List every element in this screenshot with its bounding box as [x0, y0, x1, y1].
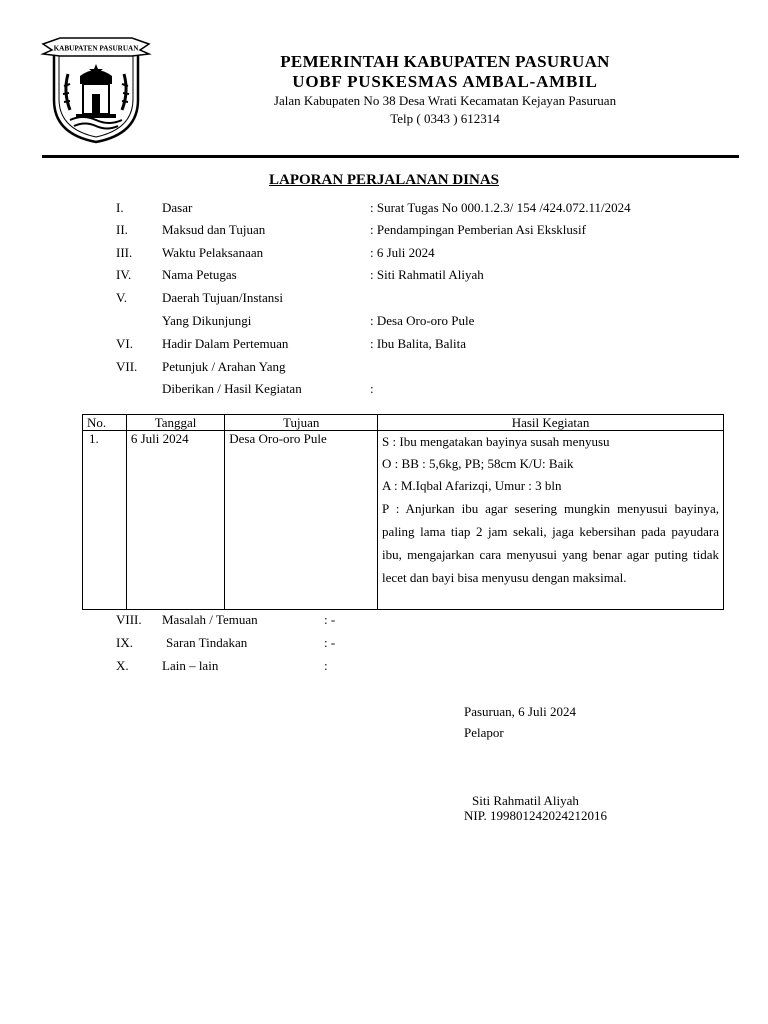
signature-name: Siti Rahmatil Aliyah — [472, 793, 579, 808]
field-label: Lain – lain — [162, 658, 219, 673]
field-value: : Desa Oro-oro Pule — [370, 313, 475, 328]
cell-tujuan: Desa Oro-oro Pule — [225, 431, 378, 610]
field-row-petunjuk — [0, 357, 768, 377]
logo-text: KABUPATEN PASURUAN — [53, 44, 139, 53]
soap-plan: P : Anjurkan ibu agar sesering mungkin menyusui bayinya, paling lama tiap 2 jam sekali, jaga kebersihan pada payudara ibu, mengajarkan cara menyusui yang benar agar puting tidak lecet dan bayi bisa menyusu dengan maksimal. — [382, 501, 719, 585]
field-value: : - — [324, 612, 336, 627]
address-line: Jalan Kabupaten No 38 Desa Wrati Kecamatan Kejayan Pasuruan — [273, 93, 617, 108]
field-row-petugas — [0, 265, 768, 285]
field-row-maksud — [0, 220, 768, 240]
field-row-daerah — [0, 288, 768, 308]
field-label: Saran Tindakan — [166, 635, 248, 650]
field-row-masalah — [0, 610, 768, 630]
column-header-hasil-kegiatan: Hasil Kegiatan — [378, 415, 724, 431]
field-value: : 6 Juli 2024 — [370, 245, 435, 260]
field-label: Hadir Dalam Pertemuan — [162, 336, 289, 351]
field-label: Nama Petugas — [162, 267, 237, 282]
field-label: Masalah / Temuan — [162, 612, 258, 627]
field-value: : Surat Tugas No 000.1.2.3/ 154 /424.072.11/2024 — [370, 200, 631, 215]
field-value: : - — [324, 635, 336, 650]
organization-name: UOBF PUSKESMAS AMBAL-AMBIL — [292, 72, 598, 91]
field-value: : Siti Rahmatil Aliyah — [370, 267, 484, 282]
cell-no: 1. — [83, 431, 127, 610]
activity-table — [82, 414, 724, 610]
field-row-dikunjungi — [0, 311, 768, 331]
cell-tanggal: 6 Juli 2024 — [126, 431, 224, 610]
letterhead — [160, 52, 730, 128]
field-number: VII. — [116, 359, 138, 374]
field-label: Petunjuk / Arahan Yang — [162, 359, 286, 374]
soap-assessment: A : M.Iqbal Afarizqi, Umur : 3 bln — [382, 478, 562, 493]
column-header-tujuan: Tujuan — [225, 415, 378, 431]
field-label: Waktu Pelaksanaan — [162, 245, 264, 260]
field-number: IV. — [116, 267, 132, 282]
signature-role: Pelapor — [464, 725, 504, 740]
document-title: LAPORAN PERJALANAN DINAS — [268, 172, 499, 188]
field-number: VIII. — [116, 612, 142, 627]
field-label: Yang Dikunjungi — [162, 313, 252, 328]
kabupaten-pasuruan-logo — [40, 34, 152, 144]
field-row-hadir — [0, 334, 768, 354]
cell-hasil-kegiatan — [378, 431, 724, 610]
government-name: PEMERINTAH KABUPATEN PASURUAN — [280, 52, 610, 71]
table-header-row — [83, 415, 724, 431]
field-number: IX. — [116, 635, 133, 650]
soap-subjective: S : Ibu mengatakan bayinya susah menyusu — [382, 434, 610, 449]
field-row-dasar — [0, 198, 768, 218]
table-row — [83, 431, 724, 610]
field-number: VI. — [116, 336, 133, 351]
field-row-lain — [0, 656, 768, 676]
field-row-waktu — [0, 243, 768, 263]
field-value: : Pendampingan Pemberian Asi Eksklusif — [370, 222, 586, 237]
column-header-no: No. — [83, 415, 127, 431]
field-label: Maksud dan Tujuan — [162, 222, 266, 237]
field-row-saran — [0, 633, 768, 653]
signature-nip: NIP. 199801242024212016 — [464, 808, 608, 823]
field-number: I. — [116, 200, 124, 215]
field-row-hasil — [0, 379, 768, 399]
field-number: II. — [116, 222, 128, 237]
phone-line: Telp ( 0343 ) 612314 — [390, 111, 500, 126]
column-header-tanggal: Tanggal — [126, 415, 224, 431]
field-label: Diberikan / Hasil Kegiatan — [162, 381, 302, 396]
letterhead-divider — [42, 155, 739, 158]
field-number: III. — [116, 245, 133, 260]
field-number: V. — [116, 290, 127, 305]
field-value: : — [324, 658, 328, 673]
field-label: Daerah Tujuan/Instansi — [162, 290, 283, 305]
soap-objective: O : BB : 5,6kg, PB; 58cm K/U: Baik — [382, 456, 574, 471]
field-number: X. — [116, 658, 129, 673]
field-label: Dasar — [162, 200, 193, 215]
signature-place-date: Pasuruan, 6 Juli 2024 — [464, 704, 576, 719]
field-value: : Ibu Balita, Balita — [370, 336, 467, 351]
field-value: : — [370, 381, 374, 396]
